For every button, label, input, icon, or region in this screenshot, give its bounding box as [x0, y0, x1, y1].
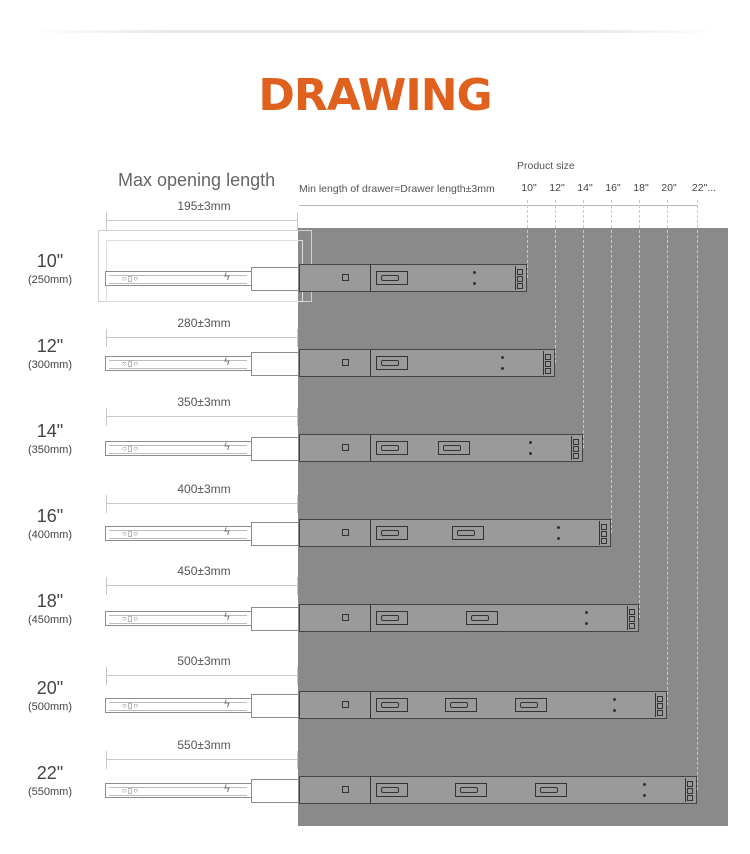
end-hole — [545, 368, 551, 374]
opening-length-label: 195±3mm — [177, 199, 231, 213]
rail-spring-icon: ϟ — [224, 698, 230, 710]
rail-spring-icon: ϟ — [224, 356, 230, 368]
dimension-end-mark — [106, 751, 107, 769]
opening-length-label: 500±3mm — [177, 654, 231, 668]
drawer-rivet — [501, 356, 504, 359]
dimension-end-mark — [297, 577, 298, 595]
end-hole — [601, 538, 607, 544]
front-hole — [342, 444, 349, 451]
size-label-16: 16" — [605, 182, 621, 194]
slide-rail — [105, 698, 298, 713]
end-hole — [629, 623, 635, 629]
size-mm: (550mm) — [27, 786, 72, 798]
size-guide-line — [667, 200, 668, 705]
max-opening-header: Max opening length — [118, 170, 276, 190]
drawer-front — [300, 435, 371, 461]
row-size-label — [0, 506, 100, 541]
slide-rail — [105, 783, 298, 798]
drawer-slide-body — [299, 691, 667, 719]
rail-holes: ○▯○ — [122, 274, 140, 283]
opening-length-label: 450±3mm — [177, 564, 231, 578]
end-hole — [573, 446, 579, 452]
size-mm: (350mm) — [27, 444, 72, 456]
drawer-clip — [466, 611, 498, 625]
dimension-end-mark — [297, 212, 298, 230]
drawer-rivet — [501, 367, 504, 370]
end-hole — [517, 276, 523, 282]
size-guide-line — [639, 200, 640, 618]
opening-dimension-line — [106, 220, 298, 221]
row-size-label — [0, 591, 100, 626]
slide-rail — [105, 356, 298, 371]
size-inch: 22" — [36, 763, 64, 783]
opening-dimension-line — [106, 337, 298, 338]
rail-spring-icon: ϟ — [224, 441, 230, 453]
end-hole — [573, 439, 579, 445]
end-hole — [545, 354, 551, 360]
drawer-rivet — [613, 709, 616, 712]
slide-rail — [105, 611, 298, 626]
drawer-clip — [535, 783, 567, 797]
rail-spring-icon: ϟ — [224, 611, 230, 623]
drawer-rivet — [473, 271, 476, 274]
rail-carriage — [251, 607, 299, 631]
rail-holes: ○▯○ — [122, 614, 140, 623]
dimension-end-mark — [106, 212, 107, 230]
dimension-end-mark — [106, 495, 107, 513]
end-hole — [629, 609, 635, 615]
top-divider — [30, 30, 720, 33]
size-guide-line — [611, 200, 612, 533]
opening-dimension-line — [106, 675, 298, 676]
drawer-slide-body — [299, 264, 527, 292]
size-inch: 10" — [36, 251, 64, 271]
end-hole — [657, 696, 663, 702]
drawer-slide-body — [299, 604, 639, 632]
end-hole — [629, 616, 635, 622]
drawer-front — [300, 605, 371, 631]
drawer-clip — [455, 783, 487, 797]
size-mm: (500mm) — [27, 701, 72, 713]
dimension-end-mark — [297, 329, 298, 347]
product-size-header: Product size — [517, 160, 575, 172]
min-length-header: Min length of drawer=Drawer length±3mm — [299, 183, 495, 195]
front-hole — [342, 359, 349, 366]
opening-dimension-line — [106, 585, 298, 586]
rail-holes: ○▯○ — [122, 359, 140, 368]
rail-spring-icon: ϟ — [224, 526, 230, 538]
drawer-clip — [376, 783, 408, 797]
size-guide-line — [555, 200, 556, 363]
drawer-clip — [376, 526, 408, 540]
size-mm: (400mm) — [27, 529, 72, 541]
drawer-rivet — [613, 698, 616, 701]
rail-carriage — [251, 779, 299, 803]
rail-spring-icon: ϟ — [224, 271, 230, 283]
drawer-rivet — [585, 622, 588, 625]
row-size-label — [0, 421, 100, 456]
size-inch: 18" — [36, 591, 64, 611]
dimension-end-mark — [297, 751, 298, 769]
drawer-slide-body — [299, 434, 583, 462]
opening-length-label: 400±3mm — [177, 482, 231, 496]
front-hole — [342, 786, 349, 793]
rail-holes: ○▯○ — [122, 701, 140, 710]
row-size-label — [0, 678, 100, 713]
rail-holes: ○▯○ — [122, 786, 140, 795]
size-mm: (450mm) — [27, 614, 72, 626]
slide-rail — [105, 271, 298, 286]
end-hole — [687, 795, 693, 801]
drawer-clip — [376, 441, 408, 455]
slide-rail — [105, 526, 298, 541]
row-size-label — [0, 763, 100, 798]
drawer-rivet — [643, 783, 646, 786]
drawer-front — [300, 692, 371, 718]
rail-carriage — [251, 267, 299, 291]
size-label-12: 12" — [549, 182, 565, 194]
end-hole — [601, 531, 607, 537]
drawer-slide-body — [299, 776, 697, 804]
drawer-rivet — [585, 611, 588, 614]
drawer-slide-body — [299, 349, 555, 377]
size-guide-line — [583, 200, 584, 448]
drawer-rivet — [557, 526, 560, 529]
front-hole — [342, 274, 349, 281]
drawer-clip — [376, 356, 408, 370]
slide-rail — [105, 441, 298, 456]
drawer-rivet — [529, 441, 532, 444]
drawer-clip — [376, 271, 408, 285]
rail-carriage — [251, 437, 299, 461]
end-hole — [657, 710, 663, 716]
dimension-end-mark — [297, 667, 298, 685]
row-size-label — [0, 336, 100, 371]
rail-spring-icon: ϟ — [224, 783, 230, 795]
rail-holes: ○▯○ — [122, 444, 140, 453]
dimension-end-mark — [297, 495, 298, 513]
drawer-slide-body — [299, 519, 611, 547]
drawer-clip — [515, 698, 547, 712]
end-hole — [601, 524, 607, 530]
size-label-14: 14" — [577, 182, 593, 194]
size-inch: 16" — [36, 506, 64, 526]
size-guide-line — [527, 200, 528, 278]
opening-length-label: 280±3mm — [177, 316, 231, 330]
drawer-clip — [452, 526, 484, 540]
drawer-front — [300, 520, 371, 546]
drawer-front — [300, 777, 371, 803]
end-hole — [517, 283, 523, 289]
size-guide-line — [697, 200, 698, 790]
front-hole — [342, 614, 349, 621]
rail-carriage — [251, 694, 299, 718]
drawer-clip — [376, 611, 408, 625]
size-mm: (300mm) — [27, 359, 72, 371]
end-hole — [687, 788, 693, 794]
end-hole — [657, 703, 663, 709]
front-hole — [342, 529, 349, 536]
opening-length-label: 550±3mm — [177, 738, 231, 752]
drawer-rivet — [473, 282, 476, 285]
end-hole — [517, 269, 523, 275]
drawer-clip — [438, 441, 470, 455]
dimension-end-mark — [106, 577, 107, 595]
page-title: DRAWING — [258, 70, 492, 121]
drawer-rivet — [557, 537, 560, 540]
drawer-clip — [376, 698, 408, 712]
rail-carriage — [251, 352, 299, 376]
end-hole — [573, 453, 579, 459]
size-inch: 14" — [36, 421, 64, 441]
drawer-front — [300, 265, 371, 291]
size-inch: 12" — [36, 336, 64, 356]
size-label-10: 10" — [521, 182, 537, 194]
size-label-20: 20" — [661, 182, 677, 194]
opening-dimension-line — [106, 503, 298, 504]
row-size-label — [0, 251, 100, 286]
size-mm: (250mm) — [27, 274, 72, 286]
front-hole — [342, 701, 349, 708]
drawer-clip — [445, 698, 477, 712]
drawer-front — [300, 350, 371, 376]
end-hole — [545, 361, 551, 367]
rail-carriage — [251, 522, 299, 546]
rail-holes: ○▯○ — [122, 529, 140, 538]
drawer-rivet — [529, 452, 532, 455]
size-label-18: 18" — [633, 182, 649, 194]
size-inch: 20" — [36, 678, 64, 698]
product-size-dimension-line — [299, 205, 697, 206]
opening-dimension-line — [106, 759, 298, 760]
dimension-end-mark — [297, 408, 298, 426]
dimension-end-mark — [106, 408, 107, 426]
opening-dimension-line — [106, 416, 298, 417]
size-label-22: 22"... — [691, 182, 717, 194]
dimension-end-mark — [106, 329, 107, 347]
dimension-end-mark — [106, 667, 107, 685]
drawer-rivet — [643, 794, 646, 797]
end-hole — [687, 781, 693, 787]
opening-length-label: 350±3mm — [177, 395, 231, 409]
